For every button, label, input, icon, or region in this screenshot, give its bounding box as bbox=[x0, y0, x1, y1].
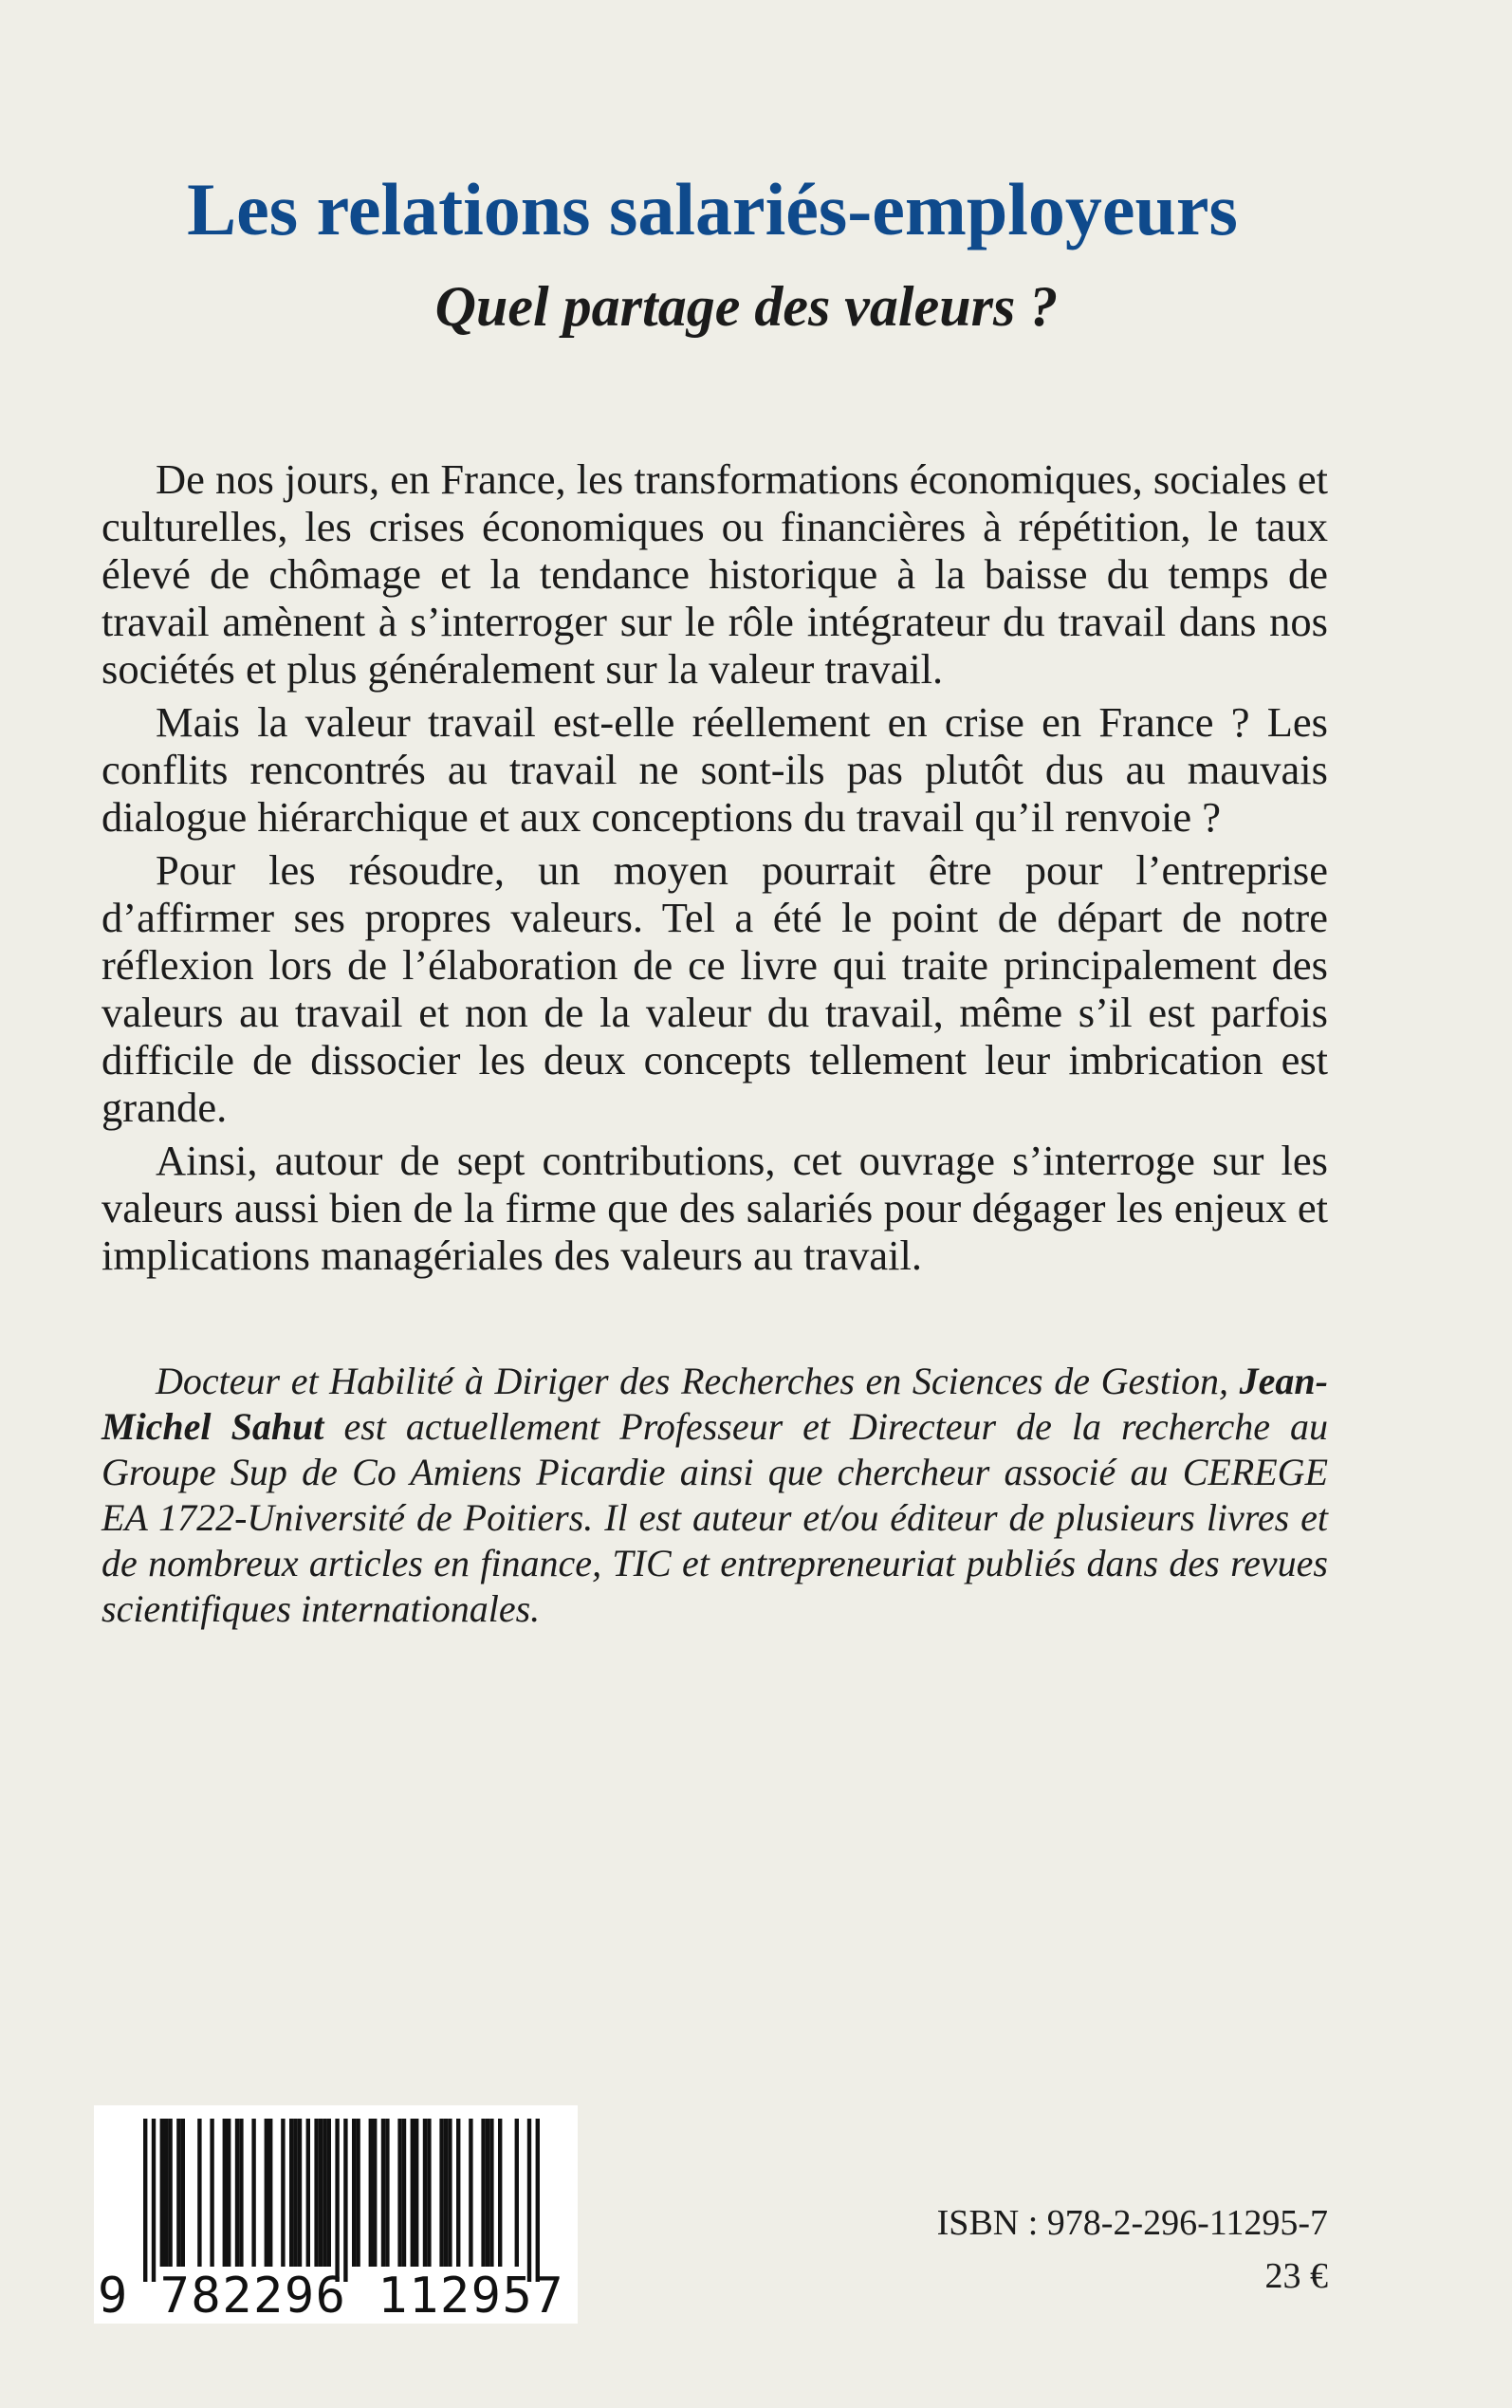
barcode-bar bbox=[427, 2119, 431, 2267]
barcode-bar bbox=[469, 2119, 472, 2267]
barcode-bar bbox=[444, 2119, 448, 2267]
barcode-bar bbox=[486, 2119, 489, 2267]
barcode-bar bbox=[415, 2119, 418, 2267]
author-bio bbox=[101, 1359, 1328, 1632]
barcode-bar bbox=[298, 2119, 302, 2267]
barcode-bar bbox=[373, 2119, 377, 2267]
barcode bbox=[94, 2105, 578, 2324]
barcode-bar bbox=[498, 2119, 502, 2267]
barcode-bar bbox=[268, 2119, 272, 2267]
barcode-guard-bar bbox=[335, 2119, 339, 2282]
barcode-bar bbox=[402, 2119, 406, 2267]
barcode-bar bbox=[489, 2119, 493, 2267]
back-cover-summary bbox=[101, 455, 1328, 1285]
barcode-bar bbox=[164, 2119, 168, 2267]
barcode-bar bbox=[181, 2119, 185, 2267]
barcode-bar bbox=[306, 2119, 310, 2267]
barcode-bar bbox=[369, 2119, 373, 2267]
isbn-label: ISBN : 978-2-296-11295-7 bbox=[936, 2203, 1328, 2243]
barcode-bar bbox=[239, 2119, 243, 2267]
author-bio-rest: est actuellement Professeur et Directeur de la recherche au Groupe Sup de Co Amiens Picardie ainsi que chercheur associé au CEREGE EA 1722-Université de Poitiers. Il est auteur et/ou éditeur de plusieurs livres et de nombreux articles en finance, TIC et entrepreneuriat publiés dans des revues scientifiques internationales. bbox=[101, 1405, 1328, 1630]
barcode-guard-bar bbox=[152, 2119, 156, 2282]
barcode-bar bbox=[423, 2119, 427, 2267]
summary-paragraph-3: Pour les résoudre, un moyen pourrait être pour l’entreprise d’affirmer ses propres valeurs. Tel a été le point de départ de notre réflexion lors de l’élaboration de ce livre qui traite principalement des valeurs au travail et non de la valeur du travail, même s’il est parfois difficile de dissocier les deux concepts tellement leur imbrication est grande. bbox=[101, 846, 1328, 1131]
summary-paragraph-2: Mais la valeur travail est-elle réellement en crise en France ? Les conflits rencontrés au travail ne sont-ils pas plutôt dus au mauvais dialogue hiérarchique et aux conceptions du travail qu’il renvoie ? bbox=[101, 698, 1328, 841]
barcode-bar bbox=[319, 2119, 323, 2267]
book-subtitle: Quel partage des valeurs ? bbox=[434, 275, 1059, 338]
barcode-bar bbox=[456, 2119, 460, 2267]
price-label: 23 € bbox=[1264, 2256, 1328, 2296]
barcode-bar bbox=[227, 2119, 230, 2267]
barcode-bar bbox=[289, 2119, 293, 2267]
barcode-bar bbox=[352, 2119, 356, 2267]
barcode-digits: 9 782296 112957 bbox=[98, 2268, 565, 2325]
book-title: Les relations salariés-employeurs bbox=[187, 168, 1238, 250]
barcode-bar bbox=[235, 2119, 239, 2267]
barcode-bar bbox=[481, 2119, 485, 2267]
barcode-bar bbox=[515, 2119, 519, 2267]
author-name: Jean-Michel Sahut bbox=[101, 1360, 1328, 1448]
summary-paragraph-1: De nos jours, en France, les transformations économiques, sociales et culturelles, les crises économiques ou financières à répétition, le taux élevé de chômage et la tendance historique à la baisse du temps de travail amènent à s’interroger sur le rôle intégrateur du travail dans nos sociétés et plus généralement sur la valeur travail. bbox=[101, 455, 1328, 693]
barcode-bar bbox=[327, 2119, 331, 2267]
author-bio-lead: Docteur et Habilité à Diriger des Recherches en Sciences de Gestion, bbox=[156, 1360, 1240, 1402]
barcode-bar bbox=[356, 2119, 360, 2267]
barcode-guard-bar bbox=[343, 2119, 347, 2282]
barcode-bar bbox=[168, 2119, 172, 2267]
barcode-bar bbox=[381, 2119, 385, 2267]
barcode-bar bbox=[323, 2119, 326, 2267]
barcode-bar bbox=[197, 2119, 201, 2267]
barcode-bar bbox=[210, 2119, 213, 2267]
barcode-guard-bar bbox=[536, 2119, 540, 2282]
barcode-bar bbox=[223, 2119, 227, 2267]
barcode-guard-bar bbox=[527, 2119, 531, 2282]
barcode-bar bbox=[385, 2119, 389, 2267]
barcode-bar bbox=[439, 2119, 443, 2267]
barcode-bar bbox=[281, 2119, 285, 2267]
barcode-bar bbox=[448, 2119, 452, 2267]
barcode-bar bbox=[314, 2119, 318, 2267]
barcode-bar bbox=[176, 2119, 180, 2267]
barcode-bar bbox=[397, 2119, 401, 2267]
summary-paragraph-4: Ainsi, autour de sept contributions, cet ouvrage s’interroge sur les valeurs aussi bien de la firme que des salariés pour dégager les enjeux et implications managériales des valeurs au travail. bbox=[101, 1137, 1328, 1279]
barcode-bar bbox=[160, 2119, 164, 2267]
barcode-bar bbox=[411, 2119, 415, 2267]
barcode-guard-bar bbox=[143, 2119, 147, 2282]
barcode-bar bbox=[293, 2119, 297, 2267]
barcode-bar bbox=[265, 2119, 268, 2267]
barcode-bar bbox=[251, 2119, 255, 2267]
